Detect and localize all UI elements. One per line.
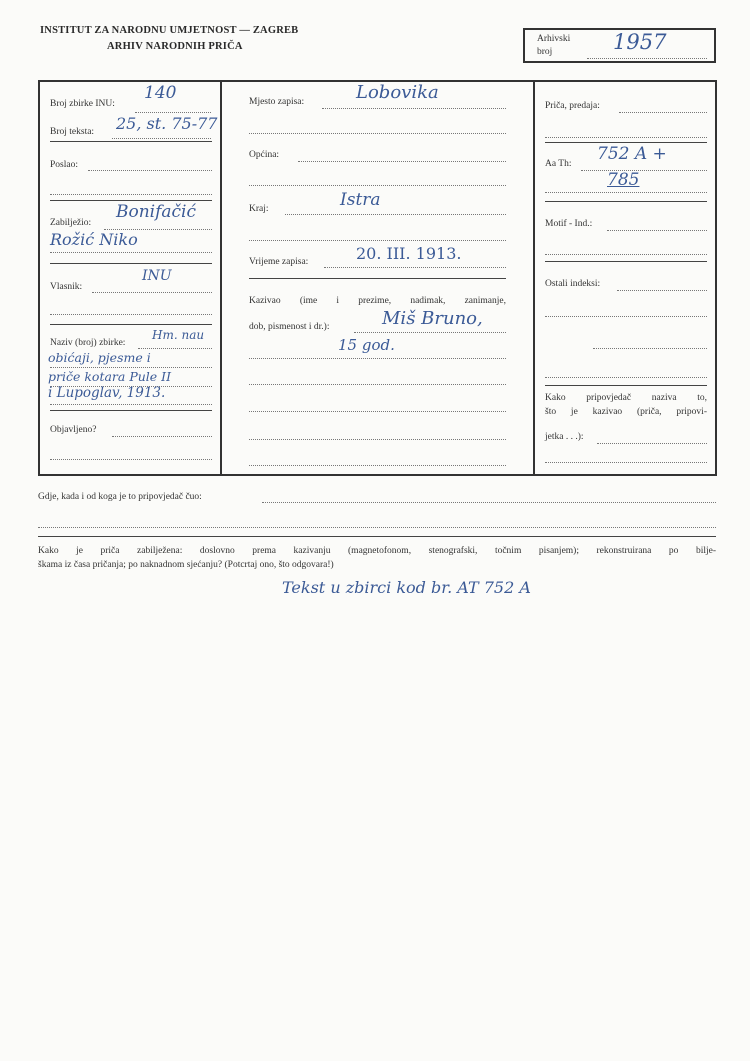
where-heard-label: Gdje, kada i od koga je to pripovjedač čuo: <box>38 492 202 502</box>
municipality-label: Općina: <box>249 150 280 160</box>
owner-line-2 <box>50 314 212 315</box>
left-panel <box>38 80 222 476</box>
collection-number-line <box>135 112 211 113</box>
narrator-value-2: 15 god. <box>338 336 395 354</box>
how-recorded-text-2: škama iz časa pričanja; po naknadnom sjećanju? (Potcrtaj ono, što odgovara!) <box>38 560 334 570</box>
narrator-label: Kazivao (ime i prezime, nadimak, zanimanje, <box>249 296 506 306</box>
text-number-value: 25, st. 75-77 <box>116 114 218 133</box>
narrator-line <box>354 332 506 333</box>
time-line <box>324 267 506 268</box>
collection-number-value: 140 <box>144 83 177 103</box>
narrator-called-line <box>597 443 707 444</box>
owner-label: Vlasnik: <box>50 282 83 292</box>
divider <box>50 200 212 201</box>
narrator-line-6 <box>249 465 506 466</box>
collection-name-value-1: Hm. nau <box>152 328 205 342</box>
institute-heading: INSTITUT ZA NARODNU UMJETNOST — ZAGREB <box>40 25 299 36</box>
municipality-line-2 <box>249 185 506 186</box>
collection-name-value-2: obićaji, pjesme i <box>48 350 151 365</box>
collection-name-label: Naziv (broj) zbirke: <box>50 338 126 348</box>
aath-value-1: 752 A + <box>597 144 667 164</box>
published-line-2 <box>50 459 212 460</box>
story-line <box>619 112 707 113</box>
handwritten-note: Tekst u zbirci kod br. AT 752 A <box>282 578 531 597</box>
place-label: Mjesto zapisa: <box>249 97 305 107</box>
divider <box>38 536 716 537</box>
narrator-line-5 <box>249 439 506 440</box>
place-value: Lobovika <box>356 82 439 103</box>
divider <box>545 385 707 386</box>
region-line-2 <box>249 240 506 241</box>
divider <box>545 142 707 143</box>
recorded-label: Zabilježio: <box>50 218 92 228</box>
right-panel <box>533 80 717 476</box>
narrator-value: Miš Bruno, <box>382 308 483 329</box>
place-line <box>322 108 506 109</box>
region-label: Kraj: <box>249 204 269 214</box>
divider <box>545 201 707 202</box>
aath-label: Aa Th: <box>545 159 572 169</box>
collection-name-line <box>138 348 212 349</box>
owner-value: INU <box>142 268 172 284</box>
recorded-line-2 <box>50 252 212 253</box>
sent-line <box>88 170 212 171</box>
narrator-called-label-3: jetka . . .): <box>545 432 584 442</box>
text-number-label: Broj teksta: <box>50 127 95 137</box>
collection-name-value-4: i Lupoglav, 1913. <box>48 385 166 401</box>
other-indexes-line-2 <box>545 316 707 317</box>
story-label: Priča, predaja: <box>545 101 600 111</box>
archive-number-label-2: broj <box>537 47 553 57</box>
story-line-2 <box>545 137 707 138</box>
narrator-called-label: Kako pripovjedač naziva to, <box>545 393 707 403</box>
archive-number-box <box>523 28 716 63</box>
where-heard-line-2 <box>38 527 716 528</box>
collection-name-value-3: priče kotara Pule II <box>48 369 172 384</box>
how-recorded-text: Kako je priča zabilježena: doslovno prema kazivanju (magnetofonom, stenografski, točnim pisanjem); rekonstruirana po bilje- <box>38 546 716 556</box>
divider <box>50 141 212 142</box>
region-value: Istra <box>340 190 381 210</box>
divider <box>249 278 506 279</box>
divider <box>50 263 212 264</box>
divider <box>50 324 212 325</box>
time-label: Vrijeme zapisa: <box>249 257 309 267</box>
text-number-line <box>112 138 211 139</box>
narrator-line-3 <box>249 384 506 385</box>
other-indexes-line <box>617 290 707 291</box>
narrator-line-4 <box>249 411 506 412</box>
archive-number-label: Arhivski <box>537 34 571 44</box>
other-indexes-line-3 <box>593 348 707 349</box>
narrator-called-label-2: što je kazivao (priča, pripovi- <box>545 407 707 417</box>
time-value: 20. III. 1913. <box>356 244 462 263</box>
published-line <box>112 436 212 437</box>
divider <box>545 261 707 262</box>
aath-value-2: 785 <box>607 170 640 190</box>
divider <box>50 410 212 411</box>
narrator-label-2: dob, pismenost i dr.): <box>249 322 330 332</box>
archive-number-value: 1957 <box>613 30 667 54</box>
published-label: Objavljeno? <box>50 425 97 435</box>
owner-line <box>92 292 212 293</box>
narrator-called-line-2 <box>545 462 707 463</box>
collection-name-line-4 <box>50 404 212 405</box>
collection-number-label: Broj zbirke INU: <box>50 99 115 109</box>
motif-line-2 <box>545 254 707 255</box>
where-heard-line <box>262 502 716 503</box>
motif-line <box>607 230 707 231</box>
collection-name-line-2 <box>50 367 212 368</box>
municipality-line <box>298 161 506 162</box>
sent-label: Poslao: <box>50 160 78 170</box>
motif-label: Motif - Ind.: <box>545 219 593 229</box>
archive-heading: ARHIV NARODNIH PRIČA <box>107 41 243 52</box>
aath-line <box>581 170 707 171</box>
other-indexes-label: Ostali indeksi: <box>545 279 601 289</box>
region-line <box>285 214 506 215</box>
narrator-line-2 <box>249 358 506 359</box>
place-line-2 <box>249 133 506 134</box>
recorded-value-2: Rožić Niko <box>50 230 138 249</box>
aath-line-2 <box>545 192 707 193</box>
other-indexes-line-4 <box>545 377 707 378</box>
sent-line-2 <box>50 194 212 195</box>
recorded-value: Bonifačić <box>116 202 197 222</box>
